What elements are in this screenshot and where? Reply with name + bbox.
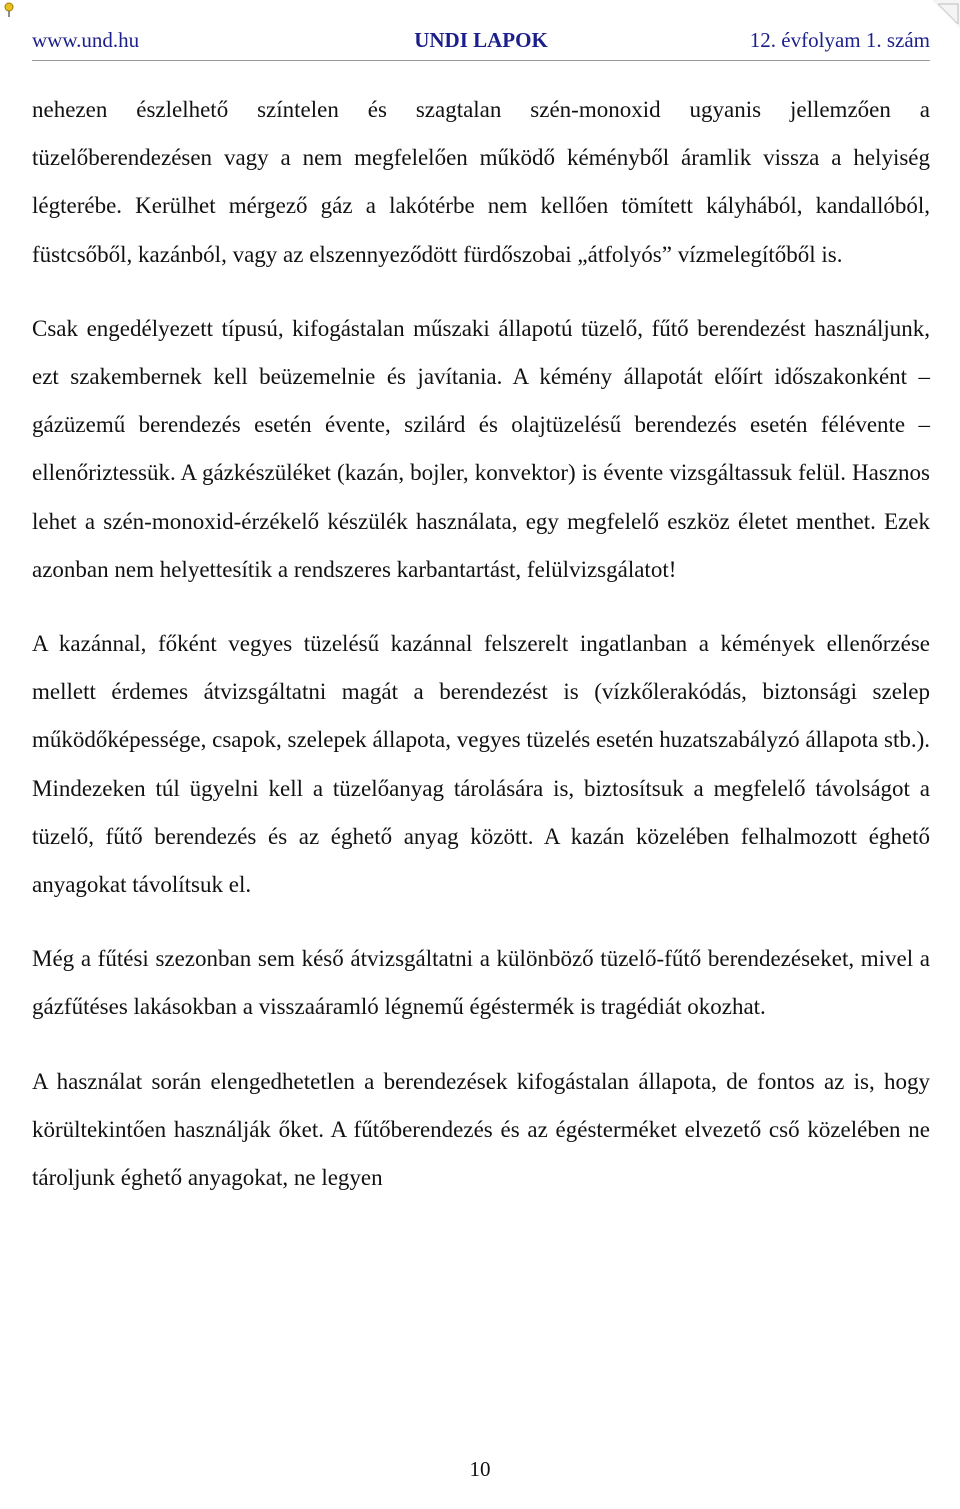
page-header xyxy=(32,24,930,58)
header-issue: 12. évfolyam 1. szám xyxy=(749,28,930,52)
header-divider xyxy=(32,60,930,61)
article-body xyxy=(32,86,930,1228)
paragraph: Még a fűtési szezonban sem késő átvizsgáltatni a különböző tüzelő-fűtő berendezéseket, mivel a gázfűtéses lakásokban a visszaáramló légnemű égéstermék is tragédiát okozhat. xyxy=(32,946,930,1020)
pushpin-icon xyxy=(3,2,15,18)
page-curl-icon xyxy=(932,0,960,28)
header-site: www.und.hu xyxy=(32,28,140,52)
paragraph: A kazánnal, főként vegyes tüzelésű kazánnal felszerelt ingatlanban a kémények ellenőrzése mellett érdemes átvizsgáltatni magát a berendezést is (vízkőlerakódás, biztonsági szelep működőképessége, csapok, szelepek állapota, vegyes tüzelés esetén huzatszabályzó állapota stb.). Mindezeken túl ügyelni kell a tüzelőanyag tárolására is, biztosítsuk a megfelelő távolságot a tüzelő, fűtő berendezés és az éghető anyag között. A kazán közelében felhalmozott éghető anyagokat távolítsuk el. xyxy=(32,631,930,898)
paragraph: nehezen észlelhető színtelen és szagtalan szén-monoxid ugyanis jellemzően a tüzelőberendezésen vagy a nem megfelelően működő kéményből áramlik vissza a helyiség légterébe. Kerülhet mérgező gáz a lakótérbe nem kellően tömített kályhából, kandallóból, füstcsőből, kazánból, vagy az elszennyeződött fürdőszobai „átfolyós” vízmelegítőből is. xyxy=(32,97,930,267)
paragraph: A használat során elengedhetetlen a berendezések kifogástalan állapota, de fontos az is, hogy körültekintően használják őket. A fűtőberendezés és az égésterméket elvezető cső közelében ne tároljunk éghető anyagokat, ne legyen xyxy=(32,1068,930,1191)
paragraph: Csak engedélyezett típusú, kifogástalan műszaki állapotú tüzelő, fűtő berendezést használjunk, ezt szakembernek kell beüzemelnie és javítania. A kémény állapotát előírt időszakonként – gázüzemű berendezés esetén évente, szilárd és olajtüzelésű berendezés esetén félévente – ellenőriztessük. A gázkészüléket (kazán, bojler, konvektor) is évente vizsgáltassuk felül. Hasznos lehet a szén-monoxid-érzékelő készülék használata, egy megfelelő eszköz életet menthet. Ezek azonban nem helyettesítik a rendszeres karbantartást, felülvizsgálatot! xyxy=(32,315,930,582)
header-title: UNDI LAPOK xyxy=(414,28,548,52)
page-number: 10 xyxy=(469,1457,491,1481)
